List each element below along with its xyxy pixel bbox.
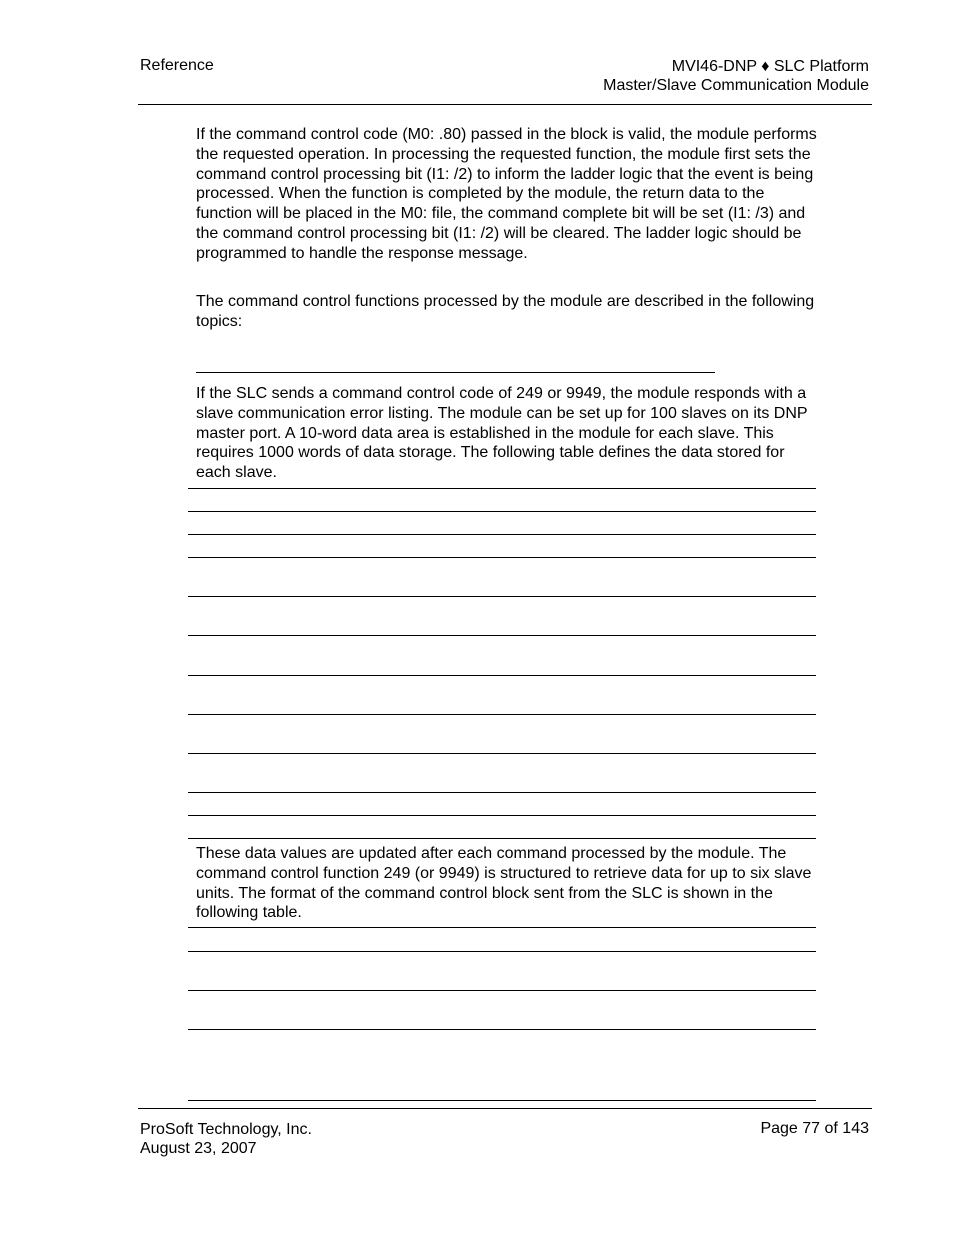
table-row-rule	[188, 951, 816, 952]
section-heading-rule	[196, 372, 715, 373]
header-section-title: Reference	[140, 57, 214, 74]
header-product-line1: MVI46-DNP ♦ SLC Platform	[671, 58, 869, 75]
table-row-rule	[188, 1029, 816, 1030]
table-row-rule	[188, 927, 816, 928]
table-row-rule	[188, 753, 816, 754]
footer-rule	[138, 1108, 872, 1109]
table-row-rule	[188, 990, 816, 991]
table-row-rule	[188, 488, 816, 489]
table-row-rule	[188, 815, 816, 816]
table-row-rule	[188, 792, 816, 793]
header-rule	[138, 104, 872, 105]
paragraph-functions-intro: The command control functions processed by the module are described in the following topics:	[196, 293, 815, 330]
table-row-rule	[188, 714, 816, 715]
table-row-rule	[188, 596, 816, 597]
table-row-rule	[188, 1100, 816, 1101]
table-row-rule	[188, 675, 816, 676]
paragraph-data-update: These data values are updated after each command processed by the module. The command control function 249 (or 9949) is structured to retrieve data for up to six slave units. The format of the command control block sent from the SLC is shown in the following table.	[196, 845, 812, 922]
table-row-rule	[188, 511, 816, 512]
table-row-rule	[188, 557, 816, 558]
table-row-rule	[188, 534, 816, 535]
header-product-line2: Master/Slave Communication Module	[603, 77, 869, 94]
table-row-rule	[188, 635, 816, 636]
footer-info	[140, 1120, 312, 1158]
header-product-title	[603, 57, 869, 95]
paragraph-slave-error-listing: If the SLC sends a command control code of 249 or 9949, the module responds with a slave communication error listing. The module can be set up for 100 slaves on its DNP master port. A 10-word data area is established in the module for each slave. This requires 1000 words of data storage. The following table defines the data stored for each slave.	[196, 385, 808, 482]
footer-date: August 23, 2007	[140, 1140, 257, 1157]
table-row-rule	[188, 838, 816, 839]
footer-company: ProSoft Technology, Inc.	[140, 1121, 312, 1138]
paragraph-command-processing: If the command control code (M0: .80) passed in the block is valid, the module performs the requested operation. In processing the requested function, the module first sets the command control processing bit (I1: /2) to inform the ladder logic that the event is being processed. When the function is completed by the module, the return data to the function will be placed in the M0: file, the command complete bit will be set (I1: /3) and the command control processing bit (I1: /2) will be cleared. The ladder logic should be programmed to handle the response message.	[196, 126, 817, 262]
footer-page-number: Page 77 of 143	[760, 1120, 869, 1137]
